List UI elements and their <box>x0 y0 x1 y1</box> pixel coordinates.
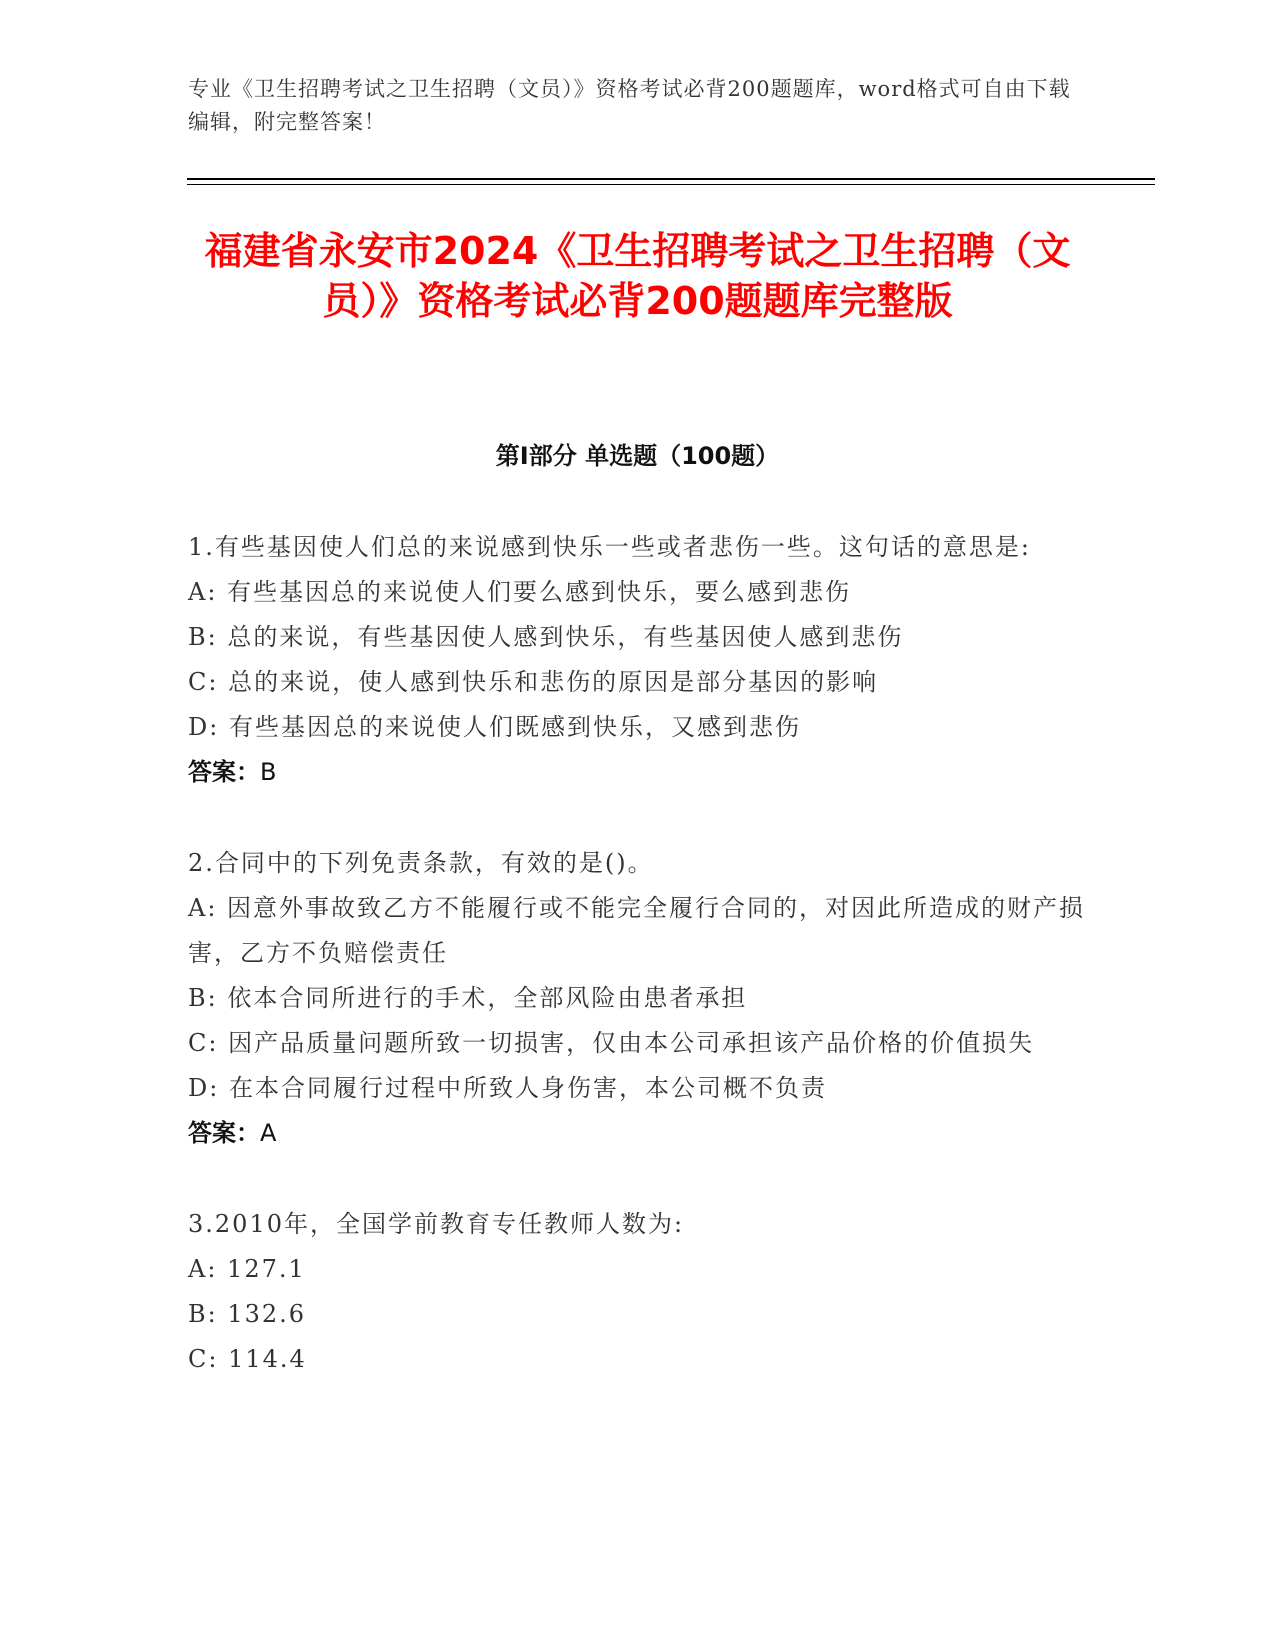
question-stem: 3.2010年，全国学前教育专任教师人数为: <box>188 1210 685 1238</box>
answer-label: 答案： <box>188 758 260 786</box>
option-a: A: 有些基因总的来说使人们要么感到快乐，要么感到悲伤 <box>188 578 852 606</box>
header-divider-thin <box>187 184 1155 185</box>
answer-line <box>188 1111 1088 1156</box>
question-stem: 2.合同中的下列免责条款，有效的是()。 <box>188 849 654 877</box>
option-d: D: 在本合同履行过程中所致人身伤害，本公司概不负责 <box>188 1074 827 1102</box>
option-c: C: 因产品质量问题所致一切损害，仅由本公司承担该产品价格的价值损失 <box>188 1029 1035 1057</box>
section-title: 第I部分 单选题（100题） <box>495 442 780 470</box>
question-list <box>188 525 1088 1428</box>
answer-label: 答案： <box>188 1119 260 1147</box>
option-a: A: 127.1 <box>188 1255 306 1283</box>
question-2 <box>188 841 1088 1156</box>
option-c: C: 114.4 <box>188 1345 307 1373</box>
document-title: 福建省永安市2024《卫生招聘考试之卫生招聘（文员）》资格考试必背200题题库完整版 <box>204 229 1071 323</box>
answer-value: B <box>260 758 277 786</box>
question-3 <box>188 1202 1088 1382</box>
option-b: B: 依本合同所进行的手术，全部风险由患者承担 <box>188 984 748 1012</box>
option-c: C: 总的来说，使人感到快乐和悲伤的原因是部分基因的影响 <box>188 668 879 696</box>
option-b: B: 132.6 <box>188 1300 307 1328</box>
answer-value: A <box>260 1119 277 1147</box>
answer-line <box>188 750 1088 795</box>
question-stem: 1.有些基因使人们总的来说感到快乐一些或者悲伤一些。这句话的意思是: <box>188 533 1031 561</box>
option-d: D: 有些基因总的来说使人们既感到快乐，又感到悲伤 <box>188 713 801 741</box>
header-note: 专业《卫生招聘考试之卫生招聘（文员）》资格考试必背200题题库，word格式可自由下载编辑，附完整答案！ <box>188 77 1071 134</box>
option-b: B: 总的来说，有些基因使人感到快乐，有些基因使人感到悲伤 <box>188 623 904 651</box>
option-a: A: 因意外事故致乙方不能履行或不能完全履行合同的，对因此所造成的财产损害，乙方不负赔偿责任 <box>188 894 1086 967</box>
header-divider-thick <box>187 178 1155 180</box>
question-1 <box>188 525 1088 795</box>
